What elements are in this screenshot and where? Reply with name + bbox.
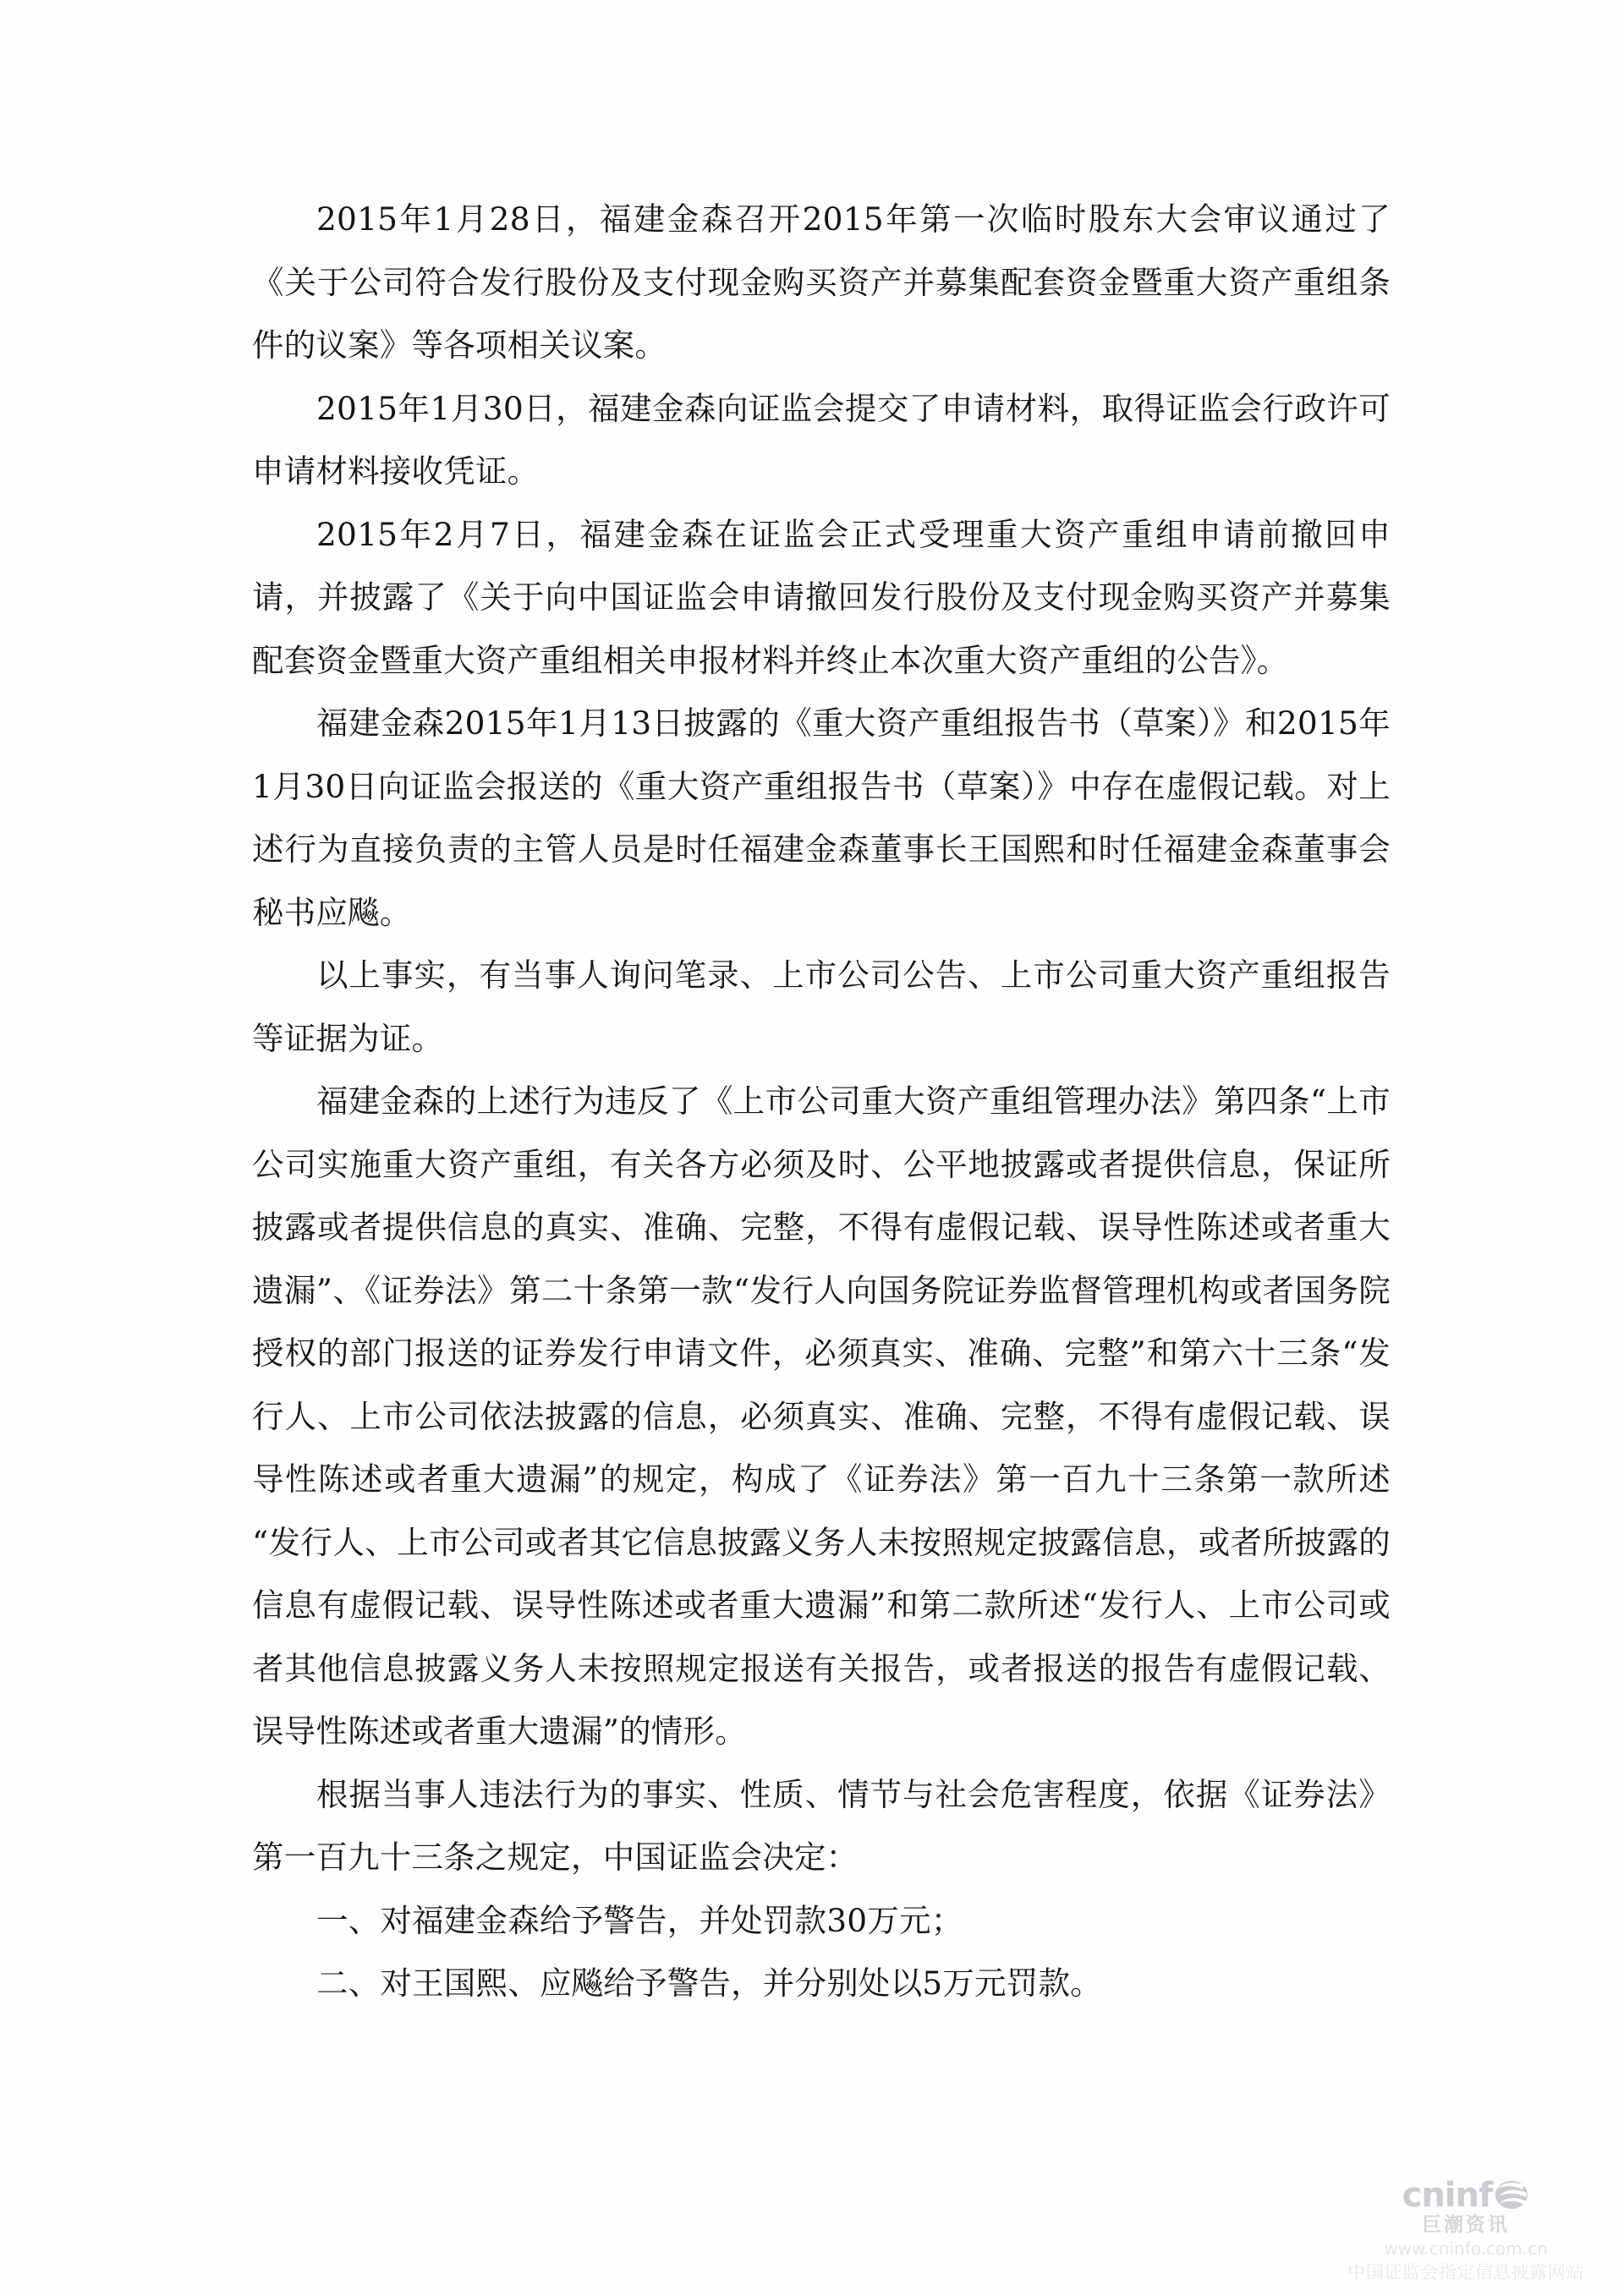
paragraph-7-decision-intro: 根据当事人违法行为的事实、性质、情节与社会危害程度，依据《证券法》第一百九十三条之规定，中国证监会决定： <box>252 1775 1391 1876</box>
paragraph-4: 福建金森2015年1月13日披露的《重大资产重组报告书（草案）》和2015年1月30日向证监会报送的《重大资产重组报告书（草案）》中存在虚假记载。对上述行为直接负责的主管人员是时任福建金森董事长王国熙和时任福建金森董事会秘书应飚。 <box>252 704 1391 931</box>
watermark-wordmark: cninf <box>1402 2175 1493 2215</box>
paragraph-2: 2015年1月30日，福建金森向证监会提交了申请材料，取得证监会行政许可申请材料接收凭证。 <box>252 389 1391 490</box>
watermark-url: www.cninfo.com.cn <box>1384 2238 1548 2259</box>
paragraph-1: 2015年1月28日，福建金森召开2015年第一次临时股东大会审议通过了《关于公司符合发行股份及支付现金购买资产并募集配套资金暨重大资产重组条件的议案》等各项相关议案。 <box>252 200 1391 364</box>
watermark-tagline: 中国证监会指定信息披露网站 <box>1347 2261 1584 2282</box>
watermark-chinese-name: 巨潮资讯 <box>1422 2213 1510 2236</box>
paragraph-5-evidence: 以上事实，有当事人询问笔录、上市公司公告、上市公司重大资产重组报告等证据为证。 <box>252 956 1391 1057</box>
document-text-body <box>252 188 1391 2015</box>
decision-item-2: 二、对王国熙、应飚给予警告，并分别处以5万元罚款。 <box>316 1964 1102 2002</box>
cninfo-globe-icon <box>1494 2179 1529 2211</box>
watermark-logo-row <box>1326 2175 1605 2215</box>
cninfo-watermark <box>1326 2175 1605 2284</box>
paragraph-3: 2015年2月7日，福建金森在证监会正式受理重大资产重组申请前撤回申请，并披露了《关于向中国证监会申请撤回发行股份及支付现金购买资产并募集配套资金暨重大资产重组相关申报材料并终止本次重大资产重组的公告》。 <box>252 515 1391 679</box>
decision-item-1: 一、对福建金森给予警告，并处罚款30万元； <box>316 1901 963 1939</box>
paragraph-6-legal-basis: 福建金森的上述行为违反了《上市公司重大资产重组管理办法》第四条“上市公司实施重大资产重组，有关各方必须及时、公平地披露或者提供信息，保证所披露或者提供信息的真实、准确、完整，不得有虚假记载、误导性陈述或者重大遗漏”、《证券法》第二十条第一款“发行人向国务院证券监督管理机构或者国务院授权的部门报送的证券发行申请文件，必须真实、准确、完整”和第六十三条“发行人、上市公司依法披露的信息，必须真实、准确、完整，不得有虚假记载、误导性陈述或者重大遗漏”的规定，构成了《证券法》第一百九十三条第一款所述“发行人、上市公司或者其它信息披露义务人未按照规定披露信息，或者所披露的信息有虚假记载、误导性陈述或者重大遗漏”和第二款所述“发行人、上市公司或者其他信息披露义务人未按照规定报送有关报告，或者报送的报告有虚假记载、误导性陈述或者重大遗漏”的情形。 <box>252 1082 1391 1750</box>
